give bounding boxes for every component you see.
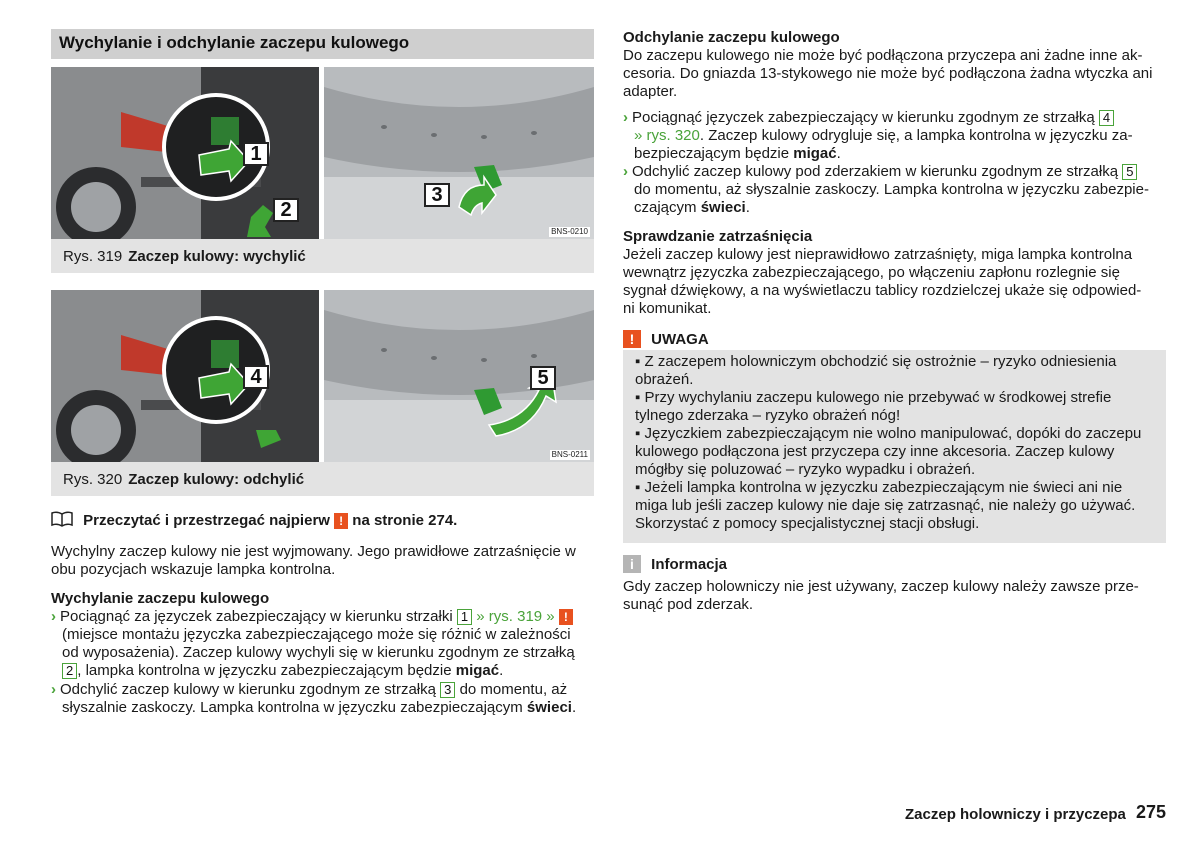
car-tailgate-photo (51, 290, 319, 462)
arrow-marker-1: 1 (243, 142, 269, 166)
warning-icon: ! (623, 330, 641, 348)
warning-line: ▪ Przy wychylaniu zaczepu kulowego nie przebywać w środkowej strefie (635, 389, 1112, 406)
marker-5: 5 (1122, 164, 1137, 180)
warning-line: Skorzystać z pomocy specjalistycznej stacji obsługi. (635, 515, 980, 532)
warning-text (635, 353, 1163, 533)
step-text: (miejsce montażu języczka zabezpieczającego może się różnić w zależności (62, 626, 571, 643)
warning-line: miga lub jeśli zaczep kulowy nie daje się zatrzasnąć, nie należy go używać. (635, 497, 1136, 514)
read-note-text: Przeczytać i przestrzegać najpierw (83, 512, 330, 529)
text-line: Do zaczepu kulowego nie może być podłączona przyczepa ani żadne inne ak- (623, 47, 1143, 64)
figure-title: Zaczep kulowy: wychylić (128, 248, 306, 265)
warning-line: mógłby się poluzować – ryzyko wypadku i obrażeń. (635, 461, 976, 478)
warning-header (623, 330, 709, 350)
warning-icon: ! (559, 609, 573, 625)
step-text: od wyposażenia). Zaczep kulowy wychyli się w kierunku zgodnym ze strzałką (62, 644, 575, 661)
step-list-item (51, 681, 599, 717)
text-line: Gdy zaczep holowniczy nie jest używany, zaczep kulowy należy zawsze prze- (623, 578, 1139, 595)
step-text: Odchylić zaczep kulowy pod zderzakiem w kierunku zgodnym ze strzałką (632, 163, 1119, 180)
text-line: sygnał dźwiękowy, a na wyświetlaczu tablicy rozdzielczej ukaże się odpowied- (623, 282, 1142, 299)
step-text: bezpieczającym będzie (634, 145, 790, 162)
step-text: słyszalnie zaskoczy. Lampka kontrolna w języczku zabezpieczającym (62, 699, 523, 716)
bullet-arrow-icon: › (51, 608, 56, 625)
figure-title: Zaczep kulowy: odchylić (128, 471, 305, 488)
marker-1: 1 (457, 609, 472, 625)
step-text: czającym (634, 199, 697, 216)
warning-line: ▪ Z zaczepem holowniczym obchodzić się ostrożnie – ryzyko odniesienia (635, 353, 1117, 370)
warning-icon: ! (334, 513, 348, 529)
figure-code: BNS-0210 (551, 227, 588, 236)
arrow-marker-2: 2 (273, 198, 299, 222)
paragraph (623, 246, 1171, 318)
info-text (623, 578, 1171, 614)
arrow-marker-5: 5 (530, 366, 556, 390)
bumper-photo (324, 67, 594, 239)
marker-4: 4 (1099, 110, 1114, 126)
marker-2: 2 (62, 663, 77, 679)
figure-link[interactable]: » rys. 320 (634, 127, 700, 144)
bullet-arrow-icon: › (623, 163, 628, 180)
figure-number: Rys. 320 (63, 471, 123, 488)
period: . (499, 662, 504, 679)
info-header (623, 555, 727, 575)
figure-link[interactable]: » rys. 319 » (476, 608, 555, 625)
right-subheading: Odchylanie zaczepu kulowego (623, 29, 840, 46)
figure-caption (51, 239, 594, 273)
arrow-marker-3: 3 (424, 183, 450, 207)
step-text: Pociągnąć języczek zabezpieczający w kierunku zgodnym ze strzałką (632, 109, 1095, 126)
read-note-page: na stronie 274. (352, 512, 458, 529)
emphasis: migać (793, 145, 837, 162)
step-list-item (623, 109, 1171, 163)
warning-title: UWAGA (651, 331, 709, 348)
book-icon (51, 511, 73, 527)
step-text: Odchylić zaczep kulowy w kierunku zgodnym ze strzałką (60, 681, 436, 698)
emphasis: migać (455, 662, 500, 679)
info-title: Informacja (651, 556, 728, 573)
info-icon: i (623, 555, 641, 573)
chapter-title: Zaczep holowniczy i przyczepa (905, 806, 1126, 823)
bullet-arrow-icon: › (51, 681, 56, 698)
figure-number: Rys. 319 (63, 248, 123, 265)
read-first-note (51, 511, 594, 531)
step-text: , lampka kontrolna w języczku zabezpieczającym będzie (77, 662, 452, 679)
period: . (836, 145, 841, 162)
text-line: adapter. (623, 83, 678, 100)
step-list-item (51, 608, 599, 680)
emphasis: świeci (700, 199, 746, 216)
figure-319 (51, 67, 594, 273)
warning-line: ▪ Języczkiem zabezpieczającym nie wolno manipulować, dopóki do zaczepu (635, 425, 1142, 442)
step-text: do momentu, aż (459, 681, 568, 698)
car-tailgate-photo (51, 67, 319, 239)
figure-320 (51, 290, 594, 496)
period: . (571, 699, 577, 716)
period: . (745, 199, 750, 216)
step-text: do momentu, aż słyszalnie zaskoczy. Lampka kontrolna w języczku zabezpie- (634, 181, 1149, 198)
warning-line: tylnego zderzaka – ryzyko obrażeń nóg! (635, 407, 901, 424)
text-line: ni komunikat. (623, 300, 712, 317)
step-list-item (623, 163, 1171, 217)
bumper-photo (324, 290, 594, 462)
warning-line: kulowego podłączona jest przyczepa czy inne akcesoria. Zaczep kulowy (635, 443, 1115, 460)
right-subheading: Sprawdzanie zatrzaśnięcia (623, 228, 813, 245)
marker-3: 3 (440, 682, 455, 698)
bullet-arrow-icon: › (623, 109, 628, 126)
step-text: . Zaczep kulowy odrygluje się, a lampka kontrolna w języczku za- (699, 127, 1133, 144)
warning-line: ▪ Jeżeli lampka kontrolna w języczku zabezpieczającym nie świeci ani nie (635, 479, 1123, 496)
text-line: sunąć pod zderzak. (623, 596, 754, 613)
arrow-marker-4: 4 (243, 365, 269, 389)
left-subheading: Wychylanie zaczepu kulowego (51, 590, 270, 607)
intro-paragraph: Wychylny zaczep kulowy nie jest wyjmowany. Jego prawidłowe zatrzaśnięcie w obu pozycjach wskazuje lampka kontrolna. (51, 543, 576, 578)
warning-line: obrażeń. (635, 371, 694, 388)
figure-code: BNS-0211 (551, 450, 588, 459)
text-line: cesoria. Do gniazda 13-stykowego nie może być podłączona żadna wtyczka ani (623, 65, 1153, 82)
emphasis: świeci (526, 699, 572, 716)
step-text: Pociągnąć za języczek zabezpieczający w kierunku strzałki (60, 608, 453, 625)
paragraph (623, 47, 1171, 101)
text-line: wewnątrz języczka zabezpieczającego, po włączeniu zapłonu rozlegnie się (623, 264, 1120, 281)
warning-box (623, 330, 1166, 543)
section-title: Wychylanie i odchylanie zaczepu kulowego (51, 29, 594, 59)
page-number: 275 (1136, 802, 1167, 822)
text-line: Jeżeli zaczep kulowy jest nieprawidłowo zatrzaśnięty, miga lampka kontrolna (623, 246, 1133, 263)
figure-caption (51, 462, 594, 496)
